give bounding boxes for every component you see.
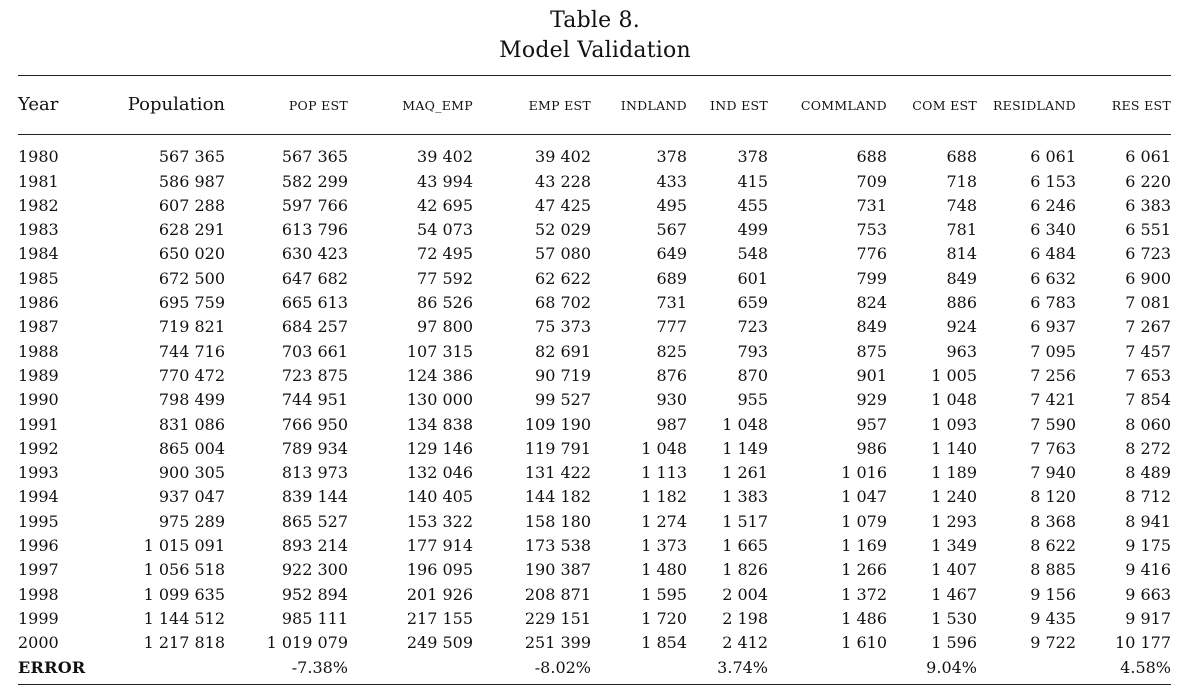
cell-ind-est: 1 383 [722, 487, 768, 507]
cell-ind-est: 1 149 [722, 438, 768, 458]
cell-ind-est: 378 [737, 147, 768, 167]
table-row [18, 218, 1171, 242]
cell-indland: 1 720 [641, 608, 687, 628]
cell-year: 1989 [18, 365, 59, 385]
cell-res-est: 8 712 [1125, 487, 1171, 507]
error-maq-emp [348, 656, 473, 680]
cell-res-est: 6 061 [1125, 147, 1171, 167]
cell-indland: 731 [656, 293, 687, 313]
cell-com-est: 1 240 [931, 487, 977, 507]
cell-population: 695 759 [158, 293, 225, 313]
table-row [18, 291, 1171, 315]
cell-emp-est: 190 387 [524, 560, 591, 580]
cell-commland: 957 [856, 414, 887, 434]
error-residland [977, 656, 1076, 680]
cell-residland: 7 590 [1030, 414, 1076, 434]
cell-res-est: 6 220 [1125, 171, 1171, 191]
cell-year: 1982 [18, 195, 59, 215]
cell-emp-est: 131 422 [524, 463, 591, 483]
cell-population: 798 499 [158, 390, 225, 410]
cell-res-est: 8 060 [1125, 414, 1171, 434]
cell-ind-est: 870 [737, 365, 768, 385]
cell-maq-emp: 124 386 [406, 365, 473, 385]
cell-year: 1980 [18, 147, 59, 167]
cell-emp-est: 82 691 [535, 341, 591, 361]
cell-ind-est: 2 004 [722, 584, 768, 604]
cell-maq-emp: 130 000 [406, 390, 473, 410]
cell-commland: 688 [856, 147, 887, 167]
table-row [18, 607, 1171, 631]
cell-com-est: 849 [946, 268, 977, 288]
error-population [78, 656, 225, 680]
cell-maq-emp: 153 322 [406, 511, 473, 531]
column-header-res-est: RES EST [1111, 98, 1171, 113]
cell-com-est: 1 530 [931, 608, 977, 628]
cell-residland: 6 061 [1030, 147, 1076, 167]
cell-residland: 7 256 [1030, 365, 1076, 385]
cell-commland: 849 [856, 317, 887, 337]
top-rule [18, 75, 1171, 76]
cell-population: 1 099 635 [143, 584, 225, 604]
cell-res-est: 6 900 [1125, 268, 1171, 288]
error-res-est: 4.58% [1120, 657, 1171, 677]
cell-com-est: 1 048 [931, 390, 977, 410]
column-header-emp-est: EMP EST [528, 98, 591, 113]
cell-year: 1993 [18, 463, 59, 483]
cell-indland: 930 [656, 390, 687, 410]
cell-commland: 709 [856, 171, 887, 191]
column-header-residland: RESIDLAND [992, 98, 1076, 113]
cell-maq-emp: 54 073 [417, 220, 473, 240]
cell-maq-emp: 97 800 [417, 317, 473, 337]
cell-pop-est: 665 613 [281, 293, 348, 313]
cell-commland: 776 [856, 244, 887, 264]
column-header-maq-emp: MAQ_EMP [402, 98, 473, 113]
cell-pop-est: 703 661 [281, 341, 348, 361]
table-row [18, 364, 1171, 388]
cell-com-est: 924 [946, 317, 977, 337]
cell-maq-emp: 77 592 [417, 268, 473, 288]
cell-ind-est: 601 [737, 268, 768, 288]
cell-com-est: 748 [946, 195, 977, 215]
cell-residland: 7 763 [1030, 438, 1076, 458]
cell-residland: 6 153 [1030, 171, 1076, 191]
cell-ind-est: 2 412 [722, 633, 768, 653]
cell-population: 1 015 091 [143, 536, 225, 556]
cell-pop-est: 613 796 [281, 220, 348, 240]
cell-year: 1994 [18, 487, 59, 507]
cell-pop-est: 985 111 [281, 608, 348, 628]
cell-pop-est: 567 365 [281, 147, 348, 167]
cell-population: 607 288 [158, 195, 225, 215]
cell-com-est: 1 189 [931, 463, 977, 483]
cell-pop-est: 647 682 [281, 268, 348, 288]
column-header-ind-est: IND EST [710, 98, 768, 113]
cell-ind-est: 793 [737, 341, 768, 361]
cell-emp-est: 229 151 [524, 608, 591, 628]
cell-commland: 1 047 [841, 487, 887, 507]
error-row [18, 656, 1171, 680]
cell-commland: 753 [856, 220, 887, 240]
cell-ind-est: 723 [737, 317, 768, 337]
cell-emp-est: 47 425 [535, 195, 591, 215]
cell-residland: 7 095 [1030, 341, 1076, 361]
cell-pop-est: 723 875 [281, 365, 348, 385]
cell-com-est: 1 596 [931, 633, 977, 653]
cell-indland: 1 274 [641, 511, 687, 531]
table-row [18, 340, 1171, 364]
table-caption [0, 6, 1190, 66]
cell-com-est: 1 349 [931, 536, 977, 556]
cell-ind-est: 1 826 [722, 560, 768, 580]
column-header-indland: INDLAND [620, 98, 687, 113]
cell-pop-est: 684 257 [281, 317, 348, 337]
cell-pop-est: 952 894 [281, 584, 348, 604]
cell-population: 1 217 818 [143, 633, 225, 653]
cell-year: 1985 [18, 268, 59, 288]
table-row [18, 315, 1171, 339]
cell-commland: 1 486 [841, 608, 887, 628]
cell-indland: 1 182 [641, 487, 687, 507]
table-row [18, 485, 1171, 509]
error-indland [591, 656, 687, 680]
cell-maq-emp: 201 926 [406, 584, 473, 604]
cell-com-est: 1 093 [931, 414, 977, 434]
cell-ind-est: 2 198 [722, 608, 768, 628]
cell-res-est: 7 653 [1125, 365, 1171, 385]
error-label: ERROR [18, 657, 86, 677]
cell-indland: 987 [656, 414, 687, 434]
cell-maq-emp: 177 914 [406, 536, 473, 556]
cell-emp-est: 43 228 [535, 171, 591, 191]
cell-indland: 433 [656, 171, 687, 191]
cell-res-est: 7 267 [1125, 317, 1171, 337]
cell-ind-est: 415 [737, 171, 768, 191]
cell-emp-est: 119 791 [524, 438, 591, 458]
cell-residland: 8 622 [1030, 536, 1076, 556]
cell-pop-est: 865 527 [281, 511, 348, 531]
table-row [18, 583, 1171, 607]
cell-commland: 929 [856, 390, 887, 410]
table-row [18, 631, 1171, 655]
cell-com-est: 814 [946, 244, 977, 264]
cell-maq-emp: 43 994 [417, 171, 473, 191]
cell-com-est: 886 [946, 293, 977, 313]
cell-commland: 1 372 [841, 584, 887, 604]
cell-year: 1984 [18, 244, 59, 264]
cell-ind-est: 659 [737, 293, 768, 313]
cell-maq-emp: 39 402 [417, 147, 473, 167]
cell-indland: 1 480 [641, 560, 687, 580]
cell-emp-est: 75 373 [535, 317, 591, 337]
table-subtitle: Model Validation [499, 38, 691, 63]
cell-population: 770 472 [158, 365, 225, 385]
cell-maq-emp: 107 315 [406, 341, 473, 361]
cell-res-est: 8 272 [1125, 438, 1171, 458]
cell-pop-est: 893 214 [281, 536, 348, 556]
cell-year: 1997 [18, 560, 59, 580]
cell-year: 1987 [18, 317, 59, 337]
table-row [18, 145, 1171, 169]
cell-residland: 7 421 [1030, 390, 1076, 410]
cell-pop-est: 789 934 [281, 438, 348, 458]
cell-emp-est: 62 622 [535, 268, 591, 288]
cell-residland: 6 484 [1030, 244, 1076, 264]
cell-indland: 689 [656, 268, 687, 288]
cell-com-est: 781 [946, 220, 977, 240]
cell-commland: 731 [856, 195, 887, 215]
cell-indland: 876 [656, 365, 687, 385]
cell-residland: 6 783 [1030, 293, 1076, 313]
cell-population: 719 821 [158, 317, 225, 337]
header-row [18, 91, 1171, 121]
cell-res-est: 7 457 [1125, 341, 1171, 361]
cell-year: 1992 [18, 438, 59, 458]
cell-pop-est: 922 300 [281, 560, 348, 580]
cell-residland: 9 156 [1030, 584, 1076, 604]
bottom-rule [18, 684, 1171, 685]
cell-population: 567 365 [158, 147, 225, 167]
cell-indland: 495 [656, 195, 687, 215]
error-emp-est: -8.02% [534, 657, 591, 677]
cell-population: 1 144 512 [143, 608, 225, 628]
cell-indland: 1 854 [641, 633, 687, 653]
table-row [18, 461, 1171, 485]
cell-maq-emp: 249 509 [406, 633, 473, 653]
cell-maq-emp: 129 146 [406, 438, 473, 458]
cell-population: 628 291 [158, 220, 225, 240]
cell-pop-est: 839 144 [281, 487, 348, 507]
cell-indland: 567 [656, 220, 687, 240]
cell-res-est: 6 383 [1125, 195, 1171, 215]
error-com-est: 9.04% [926, 657, 977, 677]
cell-commland: 875 [856, 341, 887, 361]
cell-ind-est: 1 048 [722, 414, 768, 434]
cell-year: 1988 [18, 341, 59, 361]
cell-com-est: 1 293 [931, 511, 977, 531]
cell-emp-est: 208 871 [524, 584, 591, 604]
table-row [18, 170, 1171, 194]
cell-residland: 6 246 [1030, 195, 1076, 215]
cell-year: 2000 [18, 633, 59, 653]
cell-com-est: 688 [946, 147, 977, 167]
cell-ind-est: 1 517 [722, 511, 768, 531]
cell-maq-emp: 72 495 [417, 244, 473, 264]
cell-indland: 1 373 [641, 536, 687, 556]
cell-population: 900 305 [158, 463, 225, 483]
cell-res-est: 9 917 [1125, 608, 1171, 628]
cell-pop-est: 813 973 [281, 463, 348, 483]
column-header-commland: COMMLAND [800, 98, 887, 113]
cell-emp-est: 251 399 [524, 633, 591, 653]
table-row [18, 388, 1171, 412]
cell-res-est: 7 854 [1125, 390, 1171, 410]
table-row [18, 437, 1171, 461]
cell-residland: 9 435 [1030, 608, 1076, 628]
cell-year: 1999 [18, 608, 59, 628]
cell-ind-est: 1 665 [722, 536, 768, 556]
cell-year: 1995 [18, 511, 59, 531]
cell-residland: 6 340 [1030, 220, 1076, 240]
cell-year: 1990 [18, 390, 59, 410]
table-row [18, 267, 1171, 291]
cell-population: 937 047 [158, 487, 225, 507]
table-row [18, 242, 1171, 266]
cell-res-est: 8 489 [1125, 463, 1171, 483]
header-spacer [18, 121, 1171, 145]
cell-commland: 1 079 [841, 511, 887, 531]
cell-year: 1986 [18, 293, 59, 313]
table-row [18, 194, 1171, 218]
cell-population: 586 987 [158, 171, 225, 191]
cell-indland: 777 [656, 317, 687, 337]
cell-emp-est: 144 182 [524, 487, 591, 507]
table-title: Table 8. [550, 8, 640, 33]
cell-indland: 825 [656, 341, 687, 361]
cell-pop-est: 630 423 [281, 244, 348, 264]
cell-emp-est: 90 719 [535, 365, 591, 385]
cell-indland: 1 048 [641, 438, 687, 458]
cell-res-est: 9 175 [1125, 536, 1171, 556]
cell-maq-emp: 217 155 [406, 608, 473, 628]
cell-res-est: 6 551 [1125, 220, 1171, 240]
cell-ind-est: 1 261 [722, 463, 768, 483]
cell-residland: 9 722 [1030, 633, 1076, 653]
cell-commland: 1 016 [841, 463, 887, 483]
cell-indland: 378 [656, 147, 687, 167]
cell-maq-emp: 132 046 [406, 463, 473, 483]
cell-population: 650 020 [158, 244, 225, 264]
cell-pop-est: 1 019 079 [266, 633, 348, 653]
cell-maq-emp: 134 838 [406, 414, 473, 434]
cell-emp-est: 158 180 [524, 511, 591, 531]
error-commland [768, 656, 887, 680]
cell-commland: 901 [856, 365, 887, 385]
cell-ind-est: 548 [737, 244, 768, 264]
cell-pop-est: 766 950 [281, 414, 348, 434]
cell-com-est: 1 407 [931, 560, 977, 580]
cell-residland: 6 632 [1030, 268, 1076, 288]
column-header-pop-est: POP EST [288, 98, 348, 113]
cell-residland: 7 940 [1030, 463, 1076, 483]
cell-year: 1998 [18, 584, 59, 604]
cell-commland: 799 [856, 268, 887, 288]
cell-population: 1 056 518 [143, 560, 225, 580]
cell-res-est: 10 177 [1115, 633, 1171, 653]
cell-ind-est: 499 [737, 220, 768, 240]
column-header-year: Year [18, 94, 59, 115]
table-row [18, 413, 1171, 437]
cell-emp-est: 52 029 [535, 220, 591, 240]
model-validation-table [18, 91, 1171, 680]
cell-maq-emp: 86 526 [417, 293, 473, 313]
cell-res-est: 9 416 [1125, 560, 1171, 580]
cell-year: 1983 [18, 220, 59, 240]
column-header-com-est: COM EST [912, 98, 977, 113]
cell-com-est: 1 467 [931, 584, 977, 604]
cell-indland: 1 595 [641, 584, 687, 604]
cell-year: 1996 [18, 536, 59, 556]
cell-ind-est: 955 [737, 390, 768, 410]
cell-emp-est: 68 702 [535, 293, 591, 313]
cell-population: 865 004 [158, 438, 225, 458]
cell-res-est: 8 941 [1125, 511, 1171, 531]
cell-population: 672 500 [158, 268, 225, 288]
cell-indland: 649 [656, 244, 687, 264]
cell-commland: 1 610 [841, 633, 887, 653]
column-header-population: Population [127, 94, 225, 115]
cell-emp-est: 109 190 [524, 414, 591, 434]
cell-pop-est: 597 766 [281, 195, 348, 215]
cell-population: 975 289 [158, 511, 225, 531]
cell-res-est: 7 081 [1125, 293, 1171, 313]
cell-com-est: 1 005 [931, 365, 977, 385]
cell-commland: 1 169 [841, 536, 887, 556]
cell-residland: 8 368 [1030, 511, 1076, 531]
cell-maq-emp: 196 095 [406, 560, 473, 580]
cell-emp-est: 99 527 [535, 390, 591, 410]
cell-population: 831 086 [158, 414, 225, 434]
cell-residland: 8 120 [1030, 487, 1076, 507]
cell-emp-est: 173 538 [524, 536, 591, 556]
cell-year: 1991 [18, 414, 59, 434]
cell-com-est: 1 140 [931, 438, 977, 458]
cell-indland: 1 113 [641, 463, 687, 483]
cell-residland: 8 885 [1030, 560, 1076, 580]
cell-pop-est: 744 951 [281, 390, 348, 410]
table-row [18, 510, 1171, 534]
cell-res-est: 9 663 [1125, 584, 1171, 604]
error-pop-est: -7.38% [291, 657, 348, 677]
cell-com-est: 963 [946, 341, 977, 361]
table-row [18, 534, 1171, 558]
error-ind-est: 3.74% [717, 657, 768, 677]
cell-maq-emp: 42 695 [417, 195, 473, 215]
cell-res-est: 6 723 [1125, 244, 1171, 264]
cell-emp-est: 39 402 [535, 147, 591, 167]
cell-emp-est: 57 080 [535, 244, 591, 264]
cell-residland: 6 937 [1030, 317, 1076, 337]
cell-commland: 986 [856, 438, 887, 458]
cell-commland: 824 [856, 293, 887, 313]
cell-year: 1981 [18, 171, 59, 191]
cell-commland: 1 266 [841, 560, 887, 580]
cell-com-est: 718 [946, 171, 977, 191]
table-row [18, 558, 1171, 582]
cell-population: 744 716 [158, 341, 225, 361]
cell-maq-emp: 140 405 [406, 487, 473, 507]
cell-ind-est: 455 [737, 195, 768, 215]
cell-pop-est: 582 299 [281, 171, 348, 191]
